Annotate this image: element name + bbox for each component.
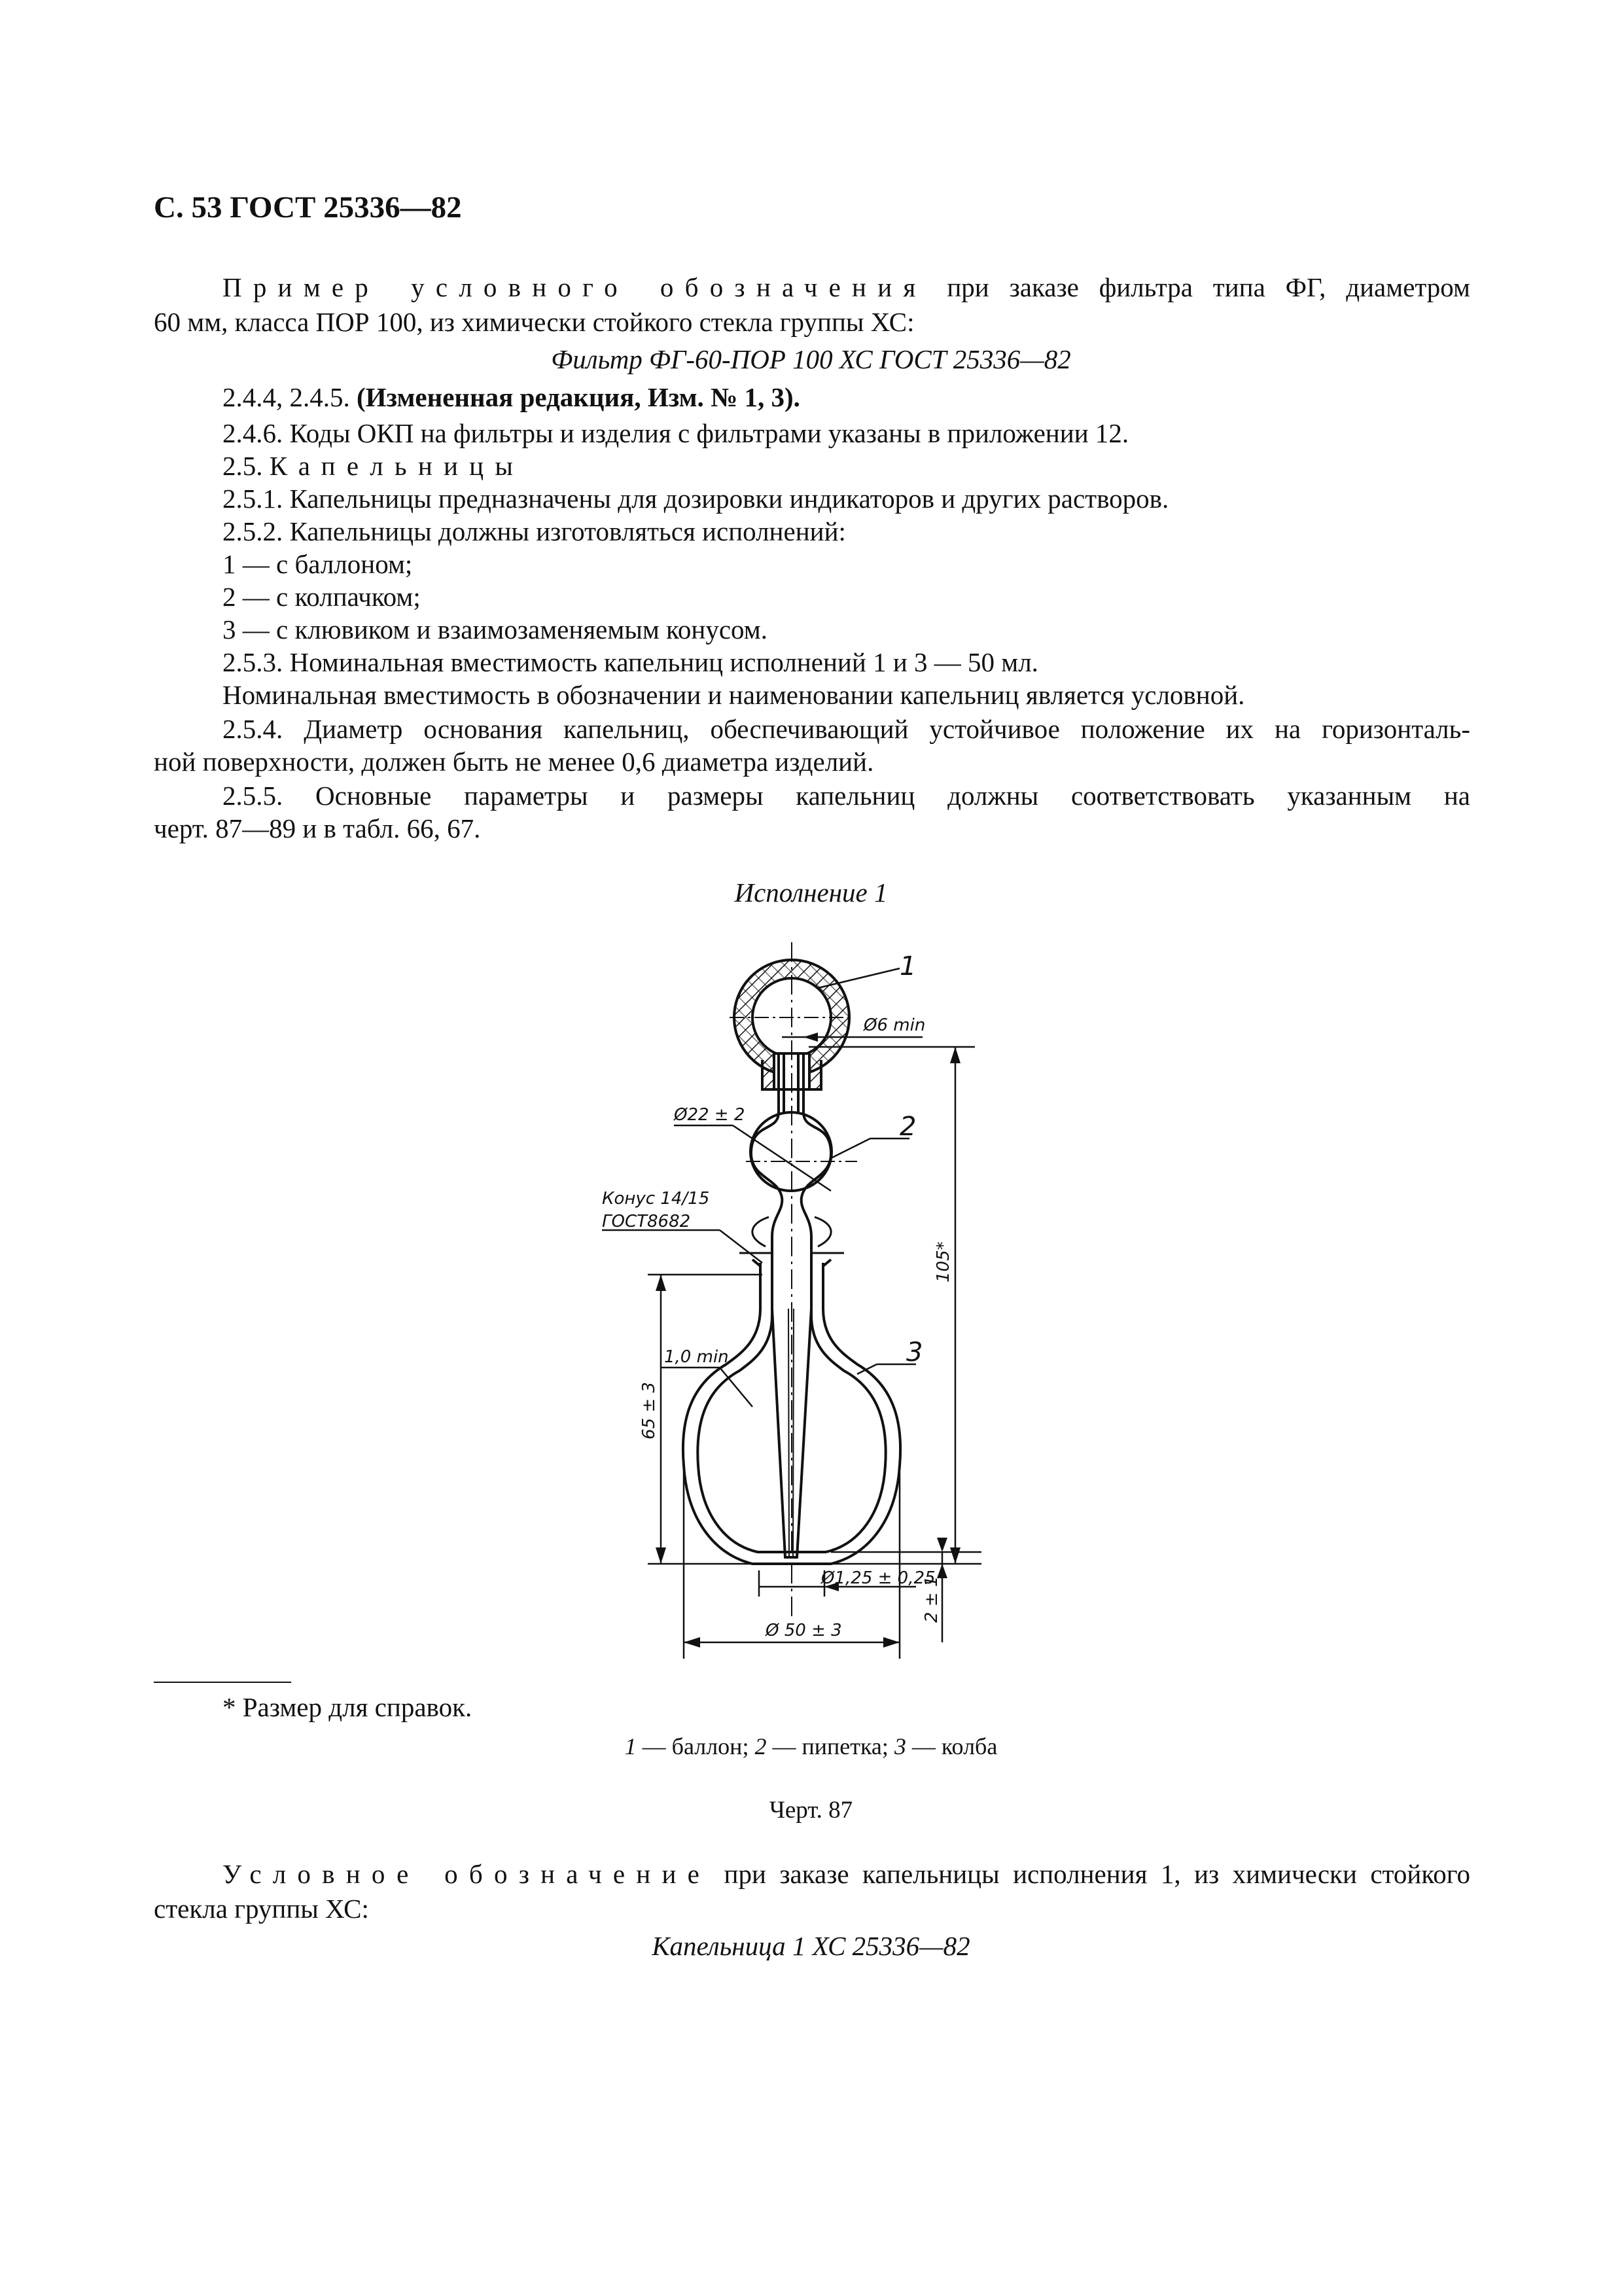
legend-num-1: 1 (624, 1733, 637, 1759)
variant-3: 3 — с клювиком и взаимозаменяемым конусом. (222, 614, 767, 645)
part-number-1: 1 (900, 951, 917, 981)
legend-text-2: — пипетка; (766, 1733, 894, 1759)
dropper-designation: Капельница 1 ХС 25336—82 (652, 1931, 970, 1961)
dim-bulb-diameter: Ø6 min (864, 1016, 926, 1035)
legend-text-3: — колба (906, 1733, 998, 1759)
dim-wall-thickness: 1,0 min (664, 1347, 729, 1367)
para-2-4-6: 2.4.6. Коды ОКП на фильтры и изделия с фильтрами указаны в приложении 12. (222, 418, 1129, 448)
para-2-5-4-line1: 2.5.4. Диаметр основания капельниц, обеспечивающий устойчивое положение их на горизонталь- (222, 714, 1470, 744)
filter-designation: Фильтр ФГ-60-ПОР 100 ХС ГОСТ 25336—82 (551, 344, 1071, 374)
dim-flask-diameter: Ø 50 ± 3 (766, 1621, 842, 1640)
section-number: 2.5. (222, 451, 270, 481)
legend-text-1: — баллон; (636, 1733, 755, 1759)
para-2-5-2: 2.5.2. Капельницы должны изготовляться исполнений: (222, 516, 846, 546)
figure-legend (0, 1731, 1622, 1762)
para-2-5-5-line2: черт. 87—89 и в табл. 66, 67. (154, 813, 481, 843)
part-number-3: 3 (906, 1337, 923, 1368)
amendment-note: (Измененная редакция, Изм. № 1, 3). (357, 382, 800, 412)
example2-intro-rest: при заказе капельницы исполнения 1, из химически стойкого (711, 1859, 1470, 1889)
para-2-5-5-line1: 2.5.5. Основные параметры и размеры капельниц должны соответствовать указанным на (222, 781, 1470, 811)
nominal-note: Номинальная вместимость в обозначении и наименовании капельниц является условной. (222, 680, 1245, 710)
dim-pipette-diameter: Ø22 ± 2 (674, 1105, 745, 1125)
dim-base-gap: 2 ± 1 (922, 1576, 942, 1623)
para-2-4-4-number: 2.4.4, 2.4.5. (222, 382, 357, 412)
example-spaced-term: Пример условного обозначения (222, 272, 927, 302)
dim-flask-height: 65 ± 3 (639, 1382, 659, 1439)
variant-1: 1 — с баллоном; (222, 549, 413, 579)
example2-intro-line (154, 1858, 1470, 1890)
cone-label-line1: Конус 14/15 (602, 1189, 710, 1209)
example-intro-rest: при заказе фильтра типа ФГ, диаметром (926, 272, 1470, 302)
cone-label-line2: ГОСТ8682 (602, 1212, 691, 1231)
para-2-5-4-line2: ной поверхности, должен быть не менее 0,6 диаметра изделий. (154, 747, 874, 777)
part-number-2: 2 (900, 1112, 917, 1142)
variant-2: 2 — с колпачком; (222, 582, 421, 612)
legend-num-3: 3 (894, 1733, 906, 1759)
footnote: * Размер для справок. (222, 1692, 472, 1722)
example-intro-line2: 60 мм, класса ПОР 100, из химически стойкого стекла группы ХС: (154, 307, 915, 337)
footnote-rule (154, 1682, 291, 1683)
para-2-5-1: 2.5.1. Капельницы предназначены для дозировки индикаторов и других растворов. (222, 484, 1169, 514)
dim-total-height: 105* (934, 1241, 953, 1282)
figure-title: Исполнение 1 (734, 877, 888, 908)
legend-num-2: 2 (754, 1733, 767, 1759)
section-title: Капельницы (269, 451, 525, 481)
example2-spaced-term: Условное обозначение (222, 1859, 711, 1889)
para-2-5-3: 2.5.3. Номинальная вместимость капельниц исполнений 1 и 3 — 50 мл. (222, 647, 1038, 677)
page-header: С. 53 ГОСТ 25336—82 (154, 190, 462, 224)
figure-caption: Черт. 87 (769, 1797, 853, 1824)
example2-intro-line2: стекла группы ХС: (154, 1894, 369, 1924)
dim-base-thickness: Ø1,25 ± 0,25 (821, 1568, 936, 1588)
